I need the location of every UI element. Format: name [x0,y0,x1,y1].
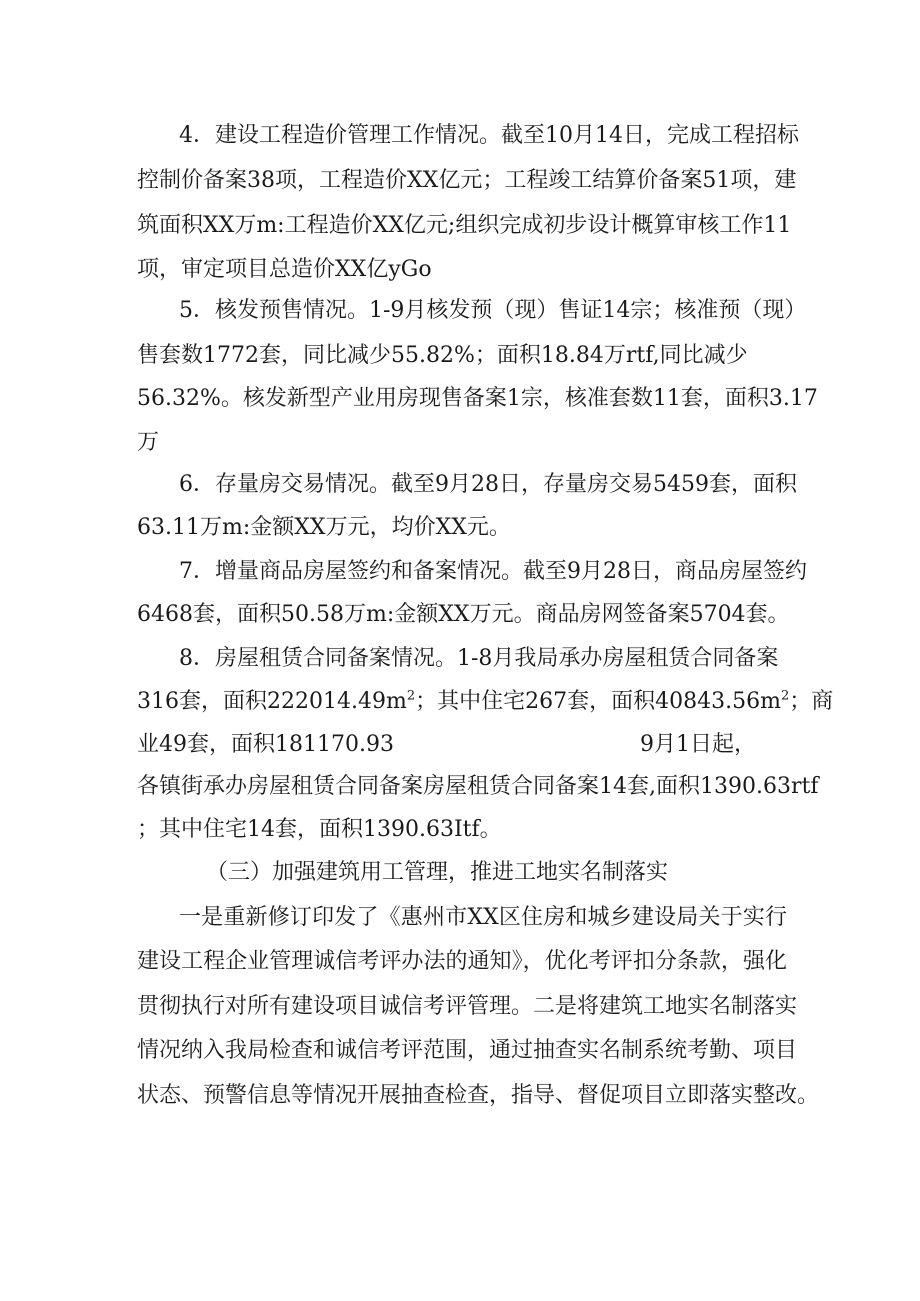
item6-line-2: 63.11万m:金额XX万元，均价XX元。 [137,515,511,540]
item5-line-1: 5．核发预售情况。1-9月核发预（现）售证14宗；核准预（现） [179,298,807,323]
item8-line-2-text: 316套，面积$222014.49m^2$；其中住宅267套，面积$40843.56m^2$；商 [137,688,834,714]
item8-line-2 [0,680,920,724]
item8-line-4: 各镇街承办房屋租赁合同备案房屋租赁合同备案14套,面积1390.63rtf [137,774,819,799]
item7-line-2: 6468套，面积50.58万m:金额XX万元。商品房网签备案5704套。 [137,602,790,627]
item8-line-3: 业49套，面积181170.93 9月1日起， [137,732,756,757]
item8-line-5: ；其中住宅14套，面积1390.63Itf。 [137,817,502,842]
item4-line-1: 4．建设工程造价管理工作情况。截至10月14日，完成工程招标 [179,123,799,148]
item6-line-1: 6．存量房交易情况。截至9月28日，存量房交易5459套，面积 [179,472,797,497]
section3-line-1: 一是重新修订印发了《惠州市XX区住房和城乡建设局关于实行 [179,905,787,930]
item8-line-1: 8．房屋租赁合同备案情况。1-8月我局承办房屋租赁合同备案 [179,646,779,671]
section3-line-4: 情况纳入我局检查和诚信考评范围，通过抽查实名制系统考勤、项目 [137,1038,798,1063]
item4-line-4: 项，审定项目总造价XX亿yGo [137,257,432,282]
item5-line-3: 56.32%。核发新型产业用房现售备案1宗，核准套数11套，面积3.17 [137,386,818,411]
item5-line-4: 万 [137,430,160,455]
section3-line-2: 建设工程企业管理诚信考评办法的通知》，优化考评扣分条款，强化 [137,949,787,974]
superscript-2: 2 [406,688,416,704]
section3-line-3: 贯彻执行对所有建设项目诚信考评管理。二是将建筑工地实名制落实 [137,994,798,1019]
superscript-2b: 2 [780,688,790,704]
item7-line-1: 7．增量商品房屋签约和备案情况。截至9月28日，商品房屋签约 [179,559,807,584]
item5-line-2: 售套数1772套，同比减少55.82%；面积18.84万rtf,同比减少 [137,343,748,368]
section3-line-5: 状态、预警信息等情况开展抽查检查，指导、督促项目立即落实整改。 [137,1083,820,1108]
section-heading: （三）加强建筑用工管理，推进工地实名制落实 [206,860,669,885]
item4-line-2: 控制价备案38项，工程造价XX亿元；工程竣工结算价备案51项，建 [137,168,797,193]
item4-line-3: 筑面积XX万m:工程造价XX亿元;组织完成初步设计概算审核工作11 [137,213,792,238]
